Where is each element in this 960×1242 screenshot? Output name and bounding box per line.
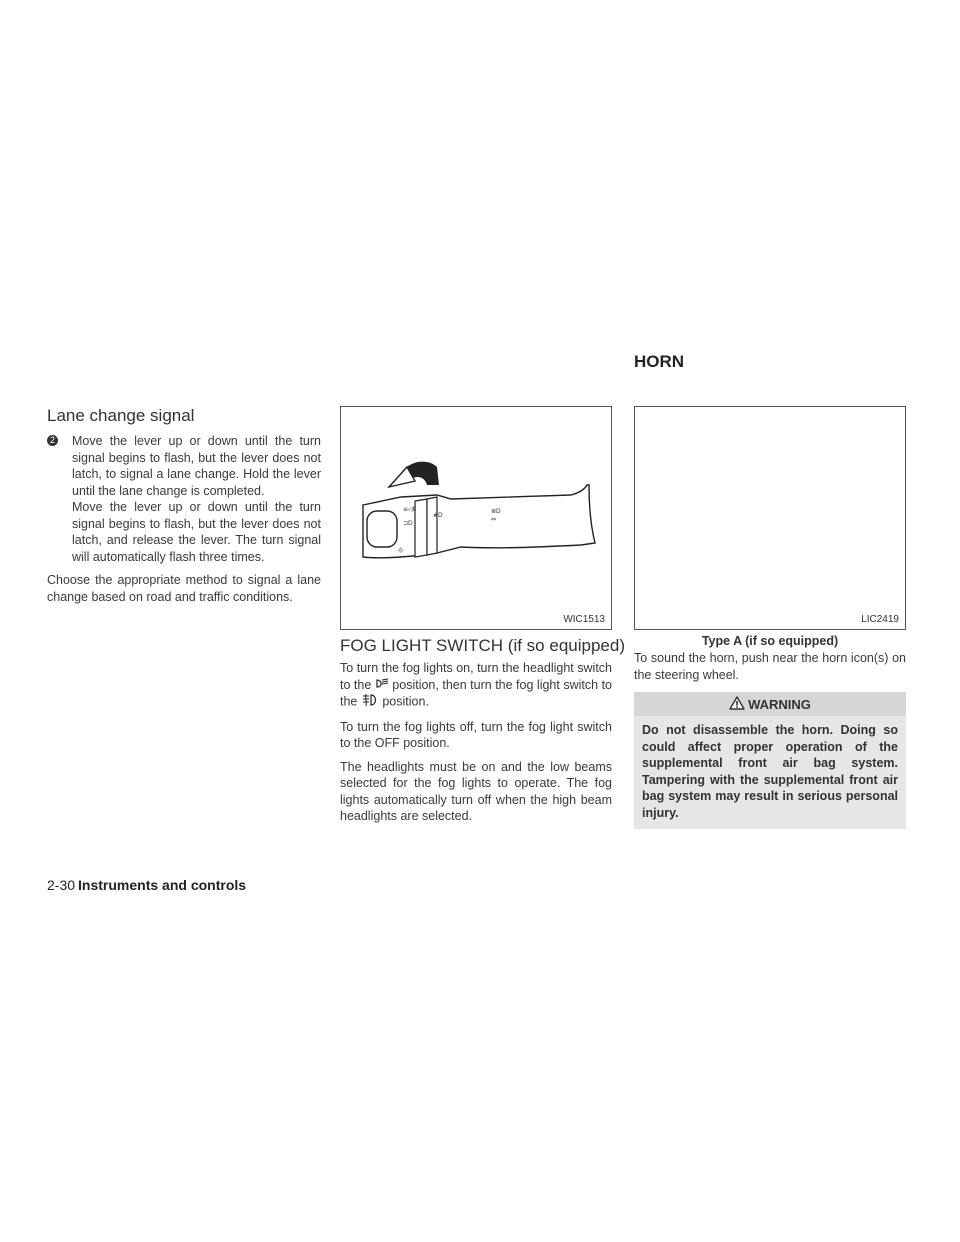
footer-section: Instruments and controls bbox=[78, 877, 247, 893]
horn-body: To sound the horn, push near the horn icon(s) on the steering wheel. bbox=[634, 651, 906, 682]
warning-text: Do not disassemble the horn. Doing so could affect proper operation of the supplemental front air bag system. Tampering with the supplemental front air bag system may result in serious personal injury. bbox=[642, 723, 898, 820]
svg-text:⇔: ⇔ bbox=[491, 516, 497, 523]
step-paragraph-1: Move the lever up or down until the turn signal begins to flash, but the lever does not latch, to signal a lane change. Hold the lever until the lane change is completed. bbox=[72, 434, 321, 498]
svg-text:≣D: ≣D bbox=[491, 508, 501, 515]
svg-text:☼: ☼ bbox=[397, 546, 405, 555]
svg-text:≡◁E: ≡◁E bbox=[403, 506, 417, 513]
warning-box bbox=[634, 692, 906, 829]
fog-light-body bbox=[340, 660, 612, 832]
front-fog-light-icon bbox=[361, 693, 379, 712]
lane-change-closing: Choose the appropriate method to signal a lane change based on road and traffic conditions. bbox=[47, 573, 321, 604]
step-paragraph-2: Move the lever up or down until the turn signal begins to flash, but the lever does not latch, and release the lever. The turn signal will automatically flash three times. bbox=[72, 500, 321, 564]
step-number: 2 bbox=[49, 435, 55, 445]
lane-change-step bbox=[47, 433, 321, 612]
horn-figure-caption: Type A (if so equipped) bbox=[701, 634, 839, 648]
lane-change-title: Lane change signal bbox=[47, 406, 195, 425]
step-2-badge-icon bbox=[47, 435, 58, 446]
horn-heading: HORN bbox=[634, 352, 685, 371]
fog-p2: To turn the fog lights off, turn the fog light switch to the OFF position. bbox=[340, 719, 612, 751]
fog-light-figure bbox=[340, 406, 612, 630]
svg-text:#D: #D bbox=[433, 512, 443, 519]
fog-figure-code: WIC1513 bbox=[563, 614, 605, 625]
horn-figure bbox=[634, 406, 906, 630]
svg-text:⊐D: ⊐D bbox=[403, 520, 413, 527]
warning-label: WARNING bbox=[748, 696, 811, 712]
fog-p3: The headlights must be on and the low beams selected for the fog lights to operate. The fog lights automatically turn off when the high beam headlights are selected. bbox=[340, 759, 612, 824]
warning-triangle-icon bbox=[729, 696, 745, 713]
fog-p1: To turn the fog lights on, turn the headlight switch to the position, then turn the fog light switch to the position. bbox=[340, 660, 612, 712]
fog-light-title: FOG LIGHT SWITCH (if so equipped) bbox=[340, 636, 625, 655]
page-footer bbox=[47, 877, 246, 893]
headlight-icon bbox=[375, 677, 389, 694]
warning-header bbox=[634, 692, 906, 716]
page-number: 2-30 bbox=[47, 877, 76, 893]
horn-figure-code: LIC2419 bbox=[861, 614, 899, 625]
turn-signal-lever-illustration bbox=[341, 407, 611, 629]
